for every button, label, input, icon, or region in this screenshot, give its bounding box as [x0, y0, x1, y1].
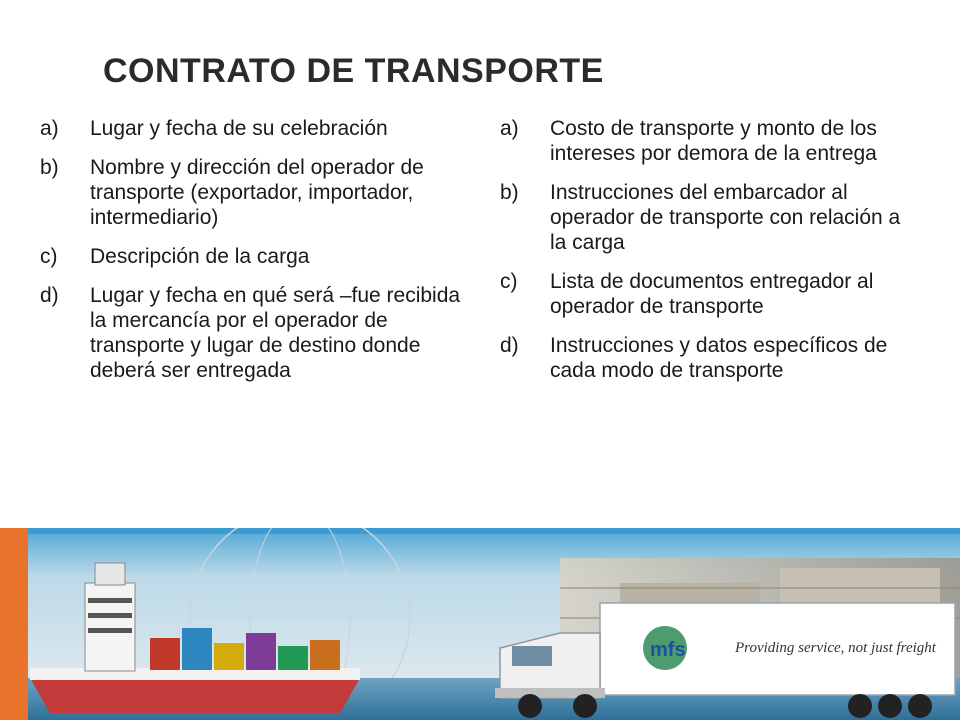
- slide-title: CONTRATO DE TRANSPORTE: [103, 52, 604, 90]
- truck-slogan: Providing service, not just freight: [735, 640, 936, 656]
- list-marker: c): [500, 270, 518, 293]
- list-item-text: Instrucciones y datos específicos de cada modo de transporte: [550, 334, 888, 382]
- list-item: [40, 283, 470, 383]
- left-list: [40, 116, 470, 397]
- list-marker: b): [40, 156, 59, 179]
- list-item-text: Lugar y fecha de su celebración: [90, 117, 388, 140]
- banner-illustration: [0, 528, 960, 720]
- list-item: [40, 244, 470, 269]
- list-marker: d): [500, 334, 519, 357]
- list-item: [500, 116, 920, 166]
- list-item-text: Lugar y fecha en qué será –fue recibida la mercancía por el operador de transporte y lugar de destino donde deberá ser entregada: [90, 284, 461, 382]
- list-item: [500, 333, 920, 383]
- list-marker: a): [40, 117, 59, 140]
- list-item: [40, 116, 470, 141]
- list-marker: a): [500, 117, 519, 140]
- list-marker: d): [40, 284, 59, 307]
- list-item: [40, 155, 470, 230]
- list-marker: b): [500, 181, 519, 204]
- transport-banner-image: [0, 528, 960, 720]
- truck-logo: mfs: [650, 639, 686, 661]
- right-list: [500, 116, 920, 397]
- list-item-text: Descripción de la carga: [90, 245, 310, 268]
- list-item-text: Instrucciones del embarcador al operador de transporte con relación a la carga: [550, 181, 901, 254]
- list-marker: c): [40, 245, 58, 268]
- list-item-text: Nombre y dirección del operador de transporte (exportador, importador, intermediario): [90, 156, 424, 229]
- list-item: [500, 269, 920, 319]
- list-item-text: Lista de documentos entregador al operador de transporte: [550, 270, 874, 318]
- list-item-text: Costo de transporte y monto de los intereses por demora de la entrega: [550, 117, 877, 165]
- list-item: [500, 180, 920, 255]
